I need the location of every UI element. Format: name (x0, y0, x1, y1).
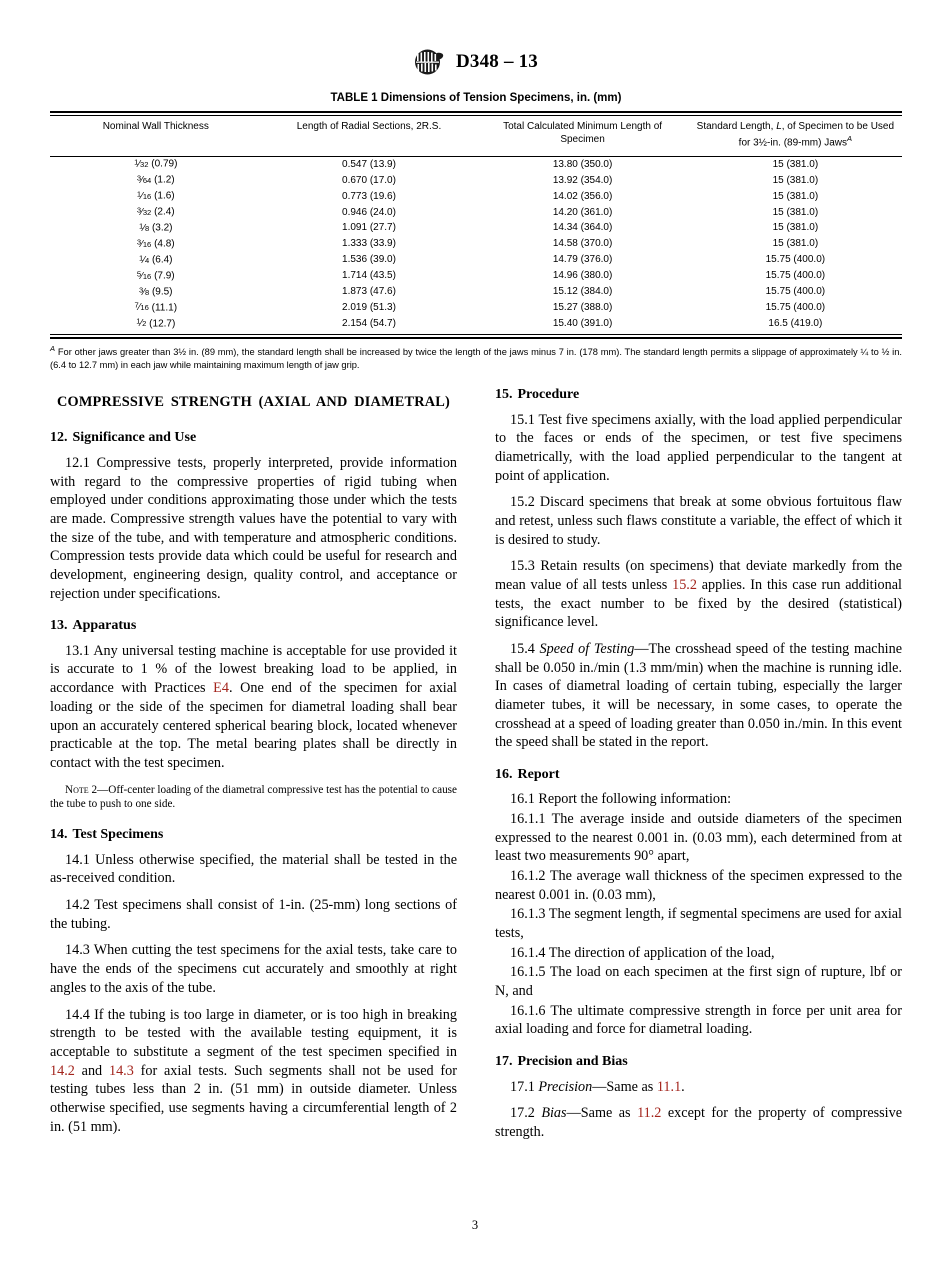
section-number-15: 15. (495, 387, 513, 402)
table-row (50, 316, 902, 333)
cell-radial: 1.333 (33.9) (342, 238, 396, 250)
paragraph-16-1-4 (495, 944, 902, 963)
paragraph-text-16-1-3: The segment length, if segmental specimens are used for axial tests, (495, 906, 902, 942)
cell-standard: 15.75 (400.0) (765, 254, 826, 266)
paragraph-label-16-1-6: 16.1.6 (510, 1002, 546, 1019)
cell-standard: 15 (381.0) (772, 158, 819, 170)
paragraph-text-14-2: Test specimens shall consist of 1-in. (25-mm) long sections of the tubing. (50, 897, 458, 932)
paragraph-label-16-1: 16.1 (510, 791, 535, 808)
paragraph-text-14-4-a: If the tubing is too large in diameter, or is too high in breaking strength to be tested with the available testing equipment, it is acceptable to substitute a segment of the test specimen specified in (50, 1006, 457, 1060)
cell-standard: 16.5 (419.0) (768, 318, 823, 329)
cell-nominal: $^7$⁄16 (11.1) (134, 300, 178, 314)
paragraph-label-16-1-4: 16.1.4 (510, 944, 546, 961)
paragraph-15-3 (495, 557, 902, 632)
cell-total: 15.12 (384.0) (552, 286, 613, 298)
column-header-nominal-wall-thickness: Nominal Wall Thickness (50, 116, 262, 157)
table-row (50, 189, 902, 205)
paragraph-text-16-1-2: The average wall thickness of the specimen expressed to the nearest 0.001 in. (0.03 mm), (495, 868, 903, 903)
paragraph-text-16-1-5: The load on each specimen at the first sign of rupture, lbf or N, and (495, 964, 902, 1000)
cell-radial: 1.714 (43.5) (342, 270, 396, 282)
cell-total: 14.20 (361.0) (552, 206, 613, 218)
paragraph-text-15-2: Discard specimens that break at some obvious fortuitous flaw and retest, unless such flaws constitute a variable, the effect of which it is desired to study. (495, 494, 903, 548)
paragraph-text-13-1-a: Any universal testing machine is acceptable for use provided it is accurate to 1 % of the lowest breaking load to be applied, in accordance with Practices (50, 642, 458, 697)
fraction: $^3$⁄64 (136, 173, 152, 187)
fraction: $^3$⁄8 (139, 284, 150, 298)
paragraph-label-15-1: 15.1 (510, 411, 535, 428)
cell-radial: 0.773 (19.6) (342, 190, 396, 202)
paragraph-17-2 (495, 1104, 902, 1141)
fraction: $^3$⁄32 (136, 205, 152, 218)
table-row (50, 252, 902, 268)
cell-total: 14.79 (376.0) (552, 254, 613, 266)
paragraph-15-2 (495, 493, 902, 549)
paragraph-text-17-2-b: except for the property of compressive strength. (495, 1105, 903, 1140)
paragraph-text-16-1-4: The direction of application of the load, (548, 944, 775, 961)
two-column-body (50, 386, 902, 1150)
paragraph-italic-17-1: Precision (538, 1078, 593, 1095)
cell-nominal: $^3$⁄64 (1.2) (136, 173, 175, 187)
note-label: Note (65, 783, 89, 796)
paragraph-label-14-1: 14.1 (65, 851, 90, 868)
document-header (0, 48, 950, 76)
xref-e4[interactable]: E4 (213, 680, 229, 697)
paragraph-label-15-4: 15.4 (510, 640, 535, 657)
cell-standard: 15 (381.0) (772, 190, 819, 202)
section-title-15: Procedure (517, 387, 580, 402)
fraction: $^1$⁄4 (139, 252, 150, 266)
note-2 (50, 783, 457, 813)
cell-nominal: $^3$⁄32 (2.4) (136, 205, 175, 218)
column-header-standard-length (689, 116, 902, 157)
cell-radial: 0.946 (24.0) (342, 206, 396, 218)
cell-standard: 15 (381.0) (772, 222, 819, 234)
paragraph-label-14-3: 14.3 (65, 942, 90, 959)
paragraph-text-13-1-b: . One end of the specimen for axial loading or the side of the specimen for diametral loading shall bear upon an accurately centered spherical bearing block, located whenever practicable at the top. The metal bearing plates shall be directly in contact with the test specimen. (50, 680, 457, 771)
cell-total: 15.27 (388.0) (552, 302, 613, 314)
paragraph-16-1-1 (495, 810, 902, 866)
table-row (50, 268, 902, 284)
section-heading-17 (495, 1053, 902, 1071)
xref-14-2[interactable]: 14.2 (50, 1062, 75, 1079)
column-header-length-radial-sections: Length of Radial Sections, 2R.S. (262, 116, 477, 157)
table-header-row (50, 116, 902, 157)
fraction: $^5$⁄16 (136, 268, 152, 282)
paragraph-text-15-4: —The crosshead speed of the testing machine shall be 0.050 in./min (1.3 mm/min) when the machine is running idle. In cases of diametral loading of certain tubing, especially the larger diameter tubes, it will be necessary, in some cases, to operate the crosshead at a speed of loading greater than 0.050 in./min. In this event the speed shall be stated in the report. (495, 640, 903, 751)
cell-nominal: $^1$⁄32 (0.79) (134, 157, 178, 171)
paragraph-16-1 (495, 790, 902, 809)
section-number-13: 13. (50, 618, 68, 634)
note-number: 2— (91, 783, 109, 796)
xref-14-3[interactable]: 14.3 (108, 1062, 134, 1079)
fraction: $^7$⁄16 (134, 300, 149, 314)
section-heading-15 (495, 386, 902, 404)
cell-nominal: $^3$⁄8 (9.5) (139, 284, 173, 298)
footnote-marker-a: A (847, 133, 853, 143)
cell-total: 14.58 (370.0) (552, 238, 613, 250)
main-section-title: COMPRESSIVE STRENGTH (AXIAL AND DIAMETRAL) (57, 394, 450, 410)
cell-radial: 1.536 (39.0) (342, 254, 396, 266)
paragraph-text-16-1-6: The ultimate compressive strength in force per unit area for axial loading and force for diametral loading. (495, 1002, 902, 1038)
fraction: $^1$⁄2 (136, 316, 147, 330)
section-number-12: 12. (50, 430, 68, 446)
paragraph-label-16-1-2: 16.1.2 (510, 868, 546, 885)
column-header-standard-length-prefix: Standard Length, (696, 121, 777, 132)
paragraph-text-17-1-b: . (681, 1078, 685, 1095)
fraction: $^3$⁄16 (136, 237, 152, 250)
table-row (50, 156, 902, 172)
cell-radial: 1.873 (47.6) (342, 286, 396, 298)
cell-nominal: $^3$⁄16 (4.8) (136, 237, 175, 250)
right-column (495, 386, 902, 1150)
left-column (50, 386, 457, 1150)
column-header-total-calculated-minimum-length: Total Calculated Minimum Length of Specimen (476, 116, 688, 157)
xref-11-1[interactable]: 11.1 (656, 1078, 682, 1095)
paragraph-text-16-1-1: The average inside and outside diameters of the specimen expressed to the nearest 0.001 in. (0.03 mm), each determined from at least two measurements 90° apart, (495, 811, 902, 865)
section-title-12: Significance and Use (72, 430, 197, 446)
table-row (50, 221, 902, 237)
section-title-17: Precision and Bias (517, 1054, 628, 1070)
cell-nominal: $^1$⁄2 (12.7) (136, 316, 176, 330)
paragraph-text-12-1: Compressive tests, properly interpreted, provide information with regard to the compressive properties of rigid tubing when employed under conditions approximating those under which the tests are made. Compressive strength values have the potential to vary with the size of the tube, and with temperature and atmospheric conditions. Compression tests provide data which could be useful for research and development, engineering design, quality control, and acceptance or rejection under specifications. (50, 454, 458, 602)
paragraph-text-15-1: Test five specimens axially, with the load applied perpendicular to the faces or ends of the specimen, or test five specimens diametrically, with the load applied perpendicular to the tangent at point of application. (495, 411, 902, 484)
section-heading-13 (50, 617, 457, 635)
paragraph-16-1-6 (495, 1002, 902, 1039)
paragraph-14-4 (50, 1006, 457, 1137)
paragraph-16-1-2 (495, 867, 902, 904)
paragraph-13-1 (50, 642, 457, 773)
paragraph-label-16-1-1: 16.1.1 (510, 811, 546, 828)
paragraph-16-1-5 (495, 963, 902, 1000)
paragraph-label-15-3: 15.3 (510, 558, 535, 575)
paragraph-14-2 (50, 896, 457, 933)
table-bottom-rule (50, 334, 902, 339)
paragraph-text-14-4-b: and (74, 1062, 109, 1079)
paragraph-15-1 (495, 411, 902, 486)
fraction: $^1$⁄8 (139, 221, 150, 234)
paragraph-label-14-4: 14.4 (65, 1006, 90, 1023)
table-1-container (50, 92, 902, 373)
paragraph-text-15-3-b: applies. In this case run additional tests, the exact number to be fixed by the desired (statistical) significance level. (495, 576, 902, 631)
section-number-17: 17. (495, 1054, 513, 1070)
paragraph-text-14-4-c: for axial tests. Such segments shall not be used for testing tubes less than 2 in. (51 mm) in outside diameter. Unless otherwise specified, use segments having a circumferential length of 2 in. (51 mm). (50, 1062, 457, 1135)
table-body (50, 156, 902, 333)
cell-radial: 0.670 (17.0) (342, 174, 396, 186)
paragraph-text-17-1-a: —Same as (592, 1078, 657, 1095)
section-title-14: Test Specimens (72, 827, 164, 843)
paragraph-text-15-3-a: Retain results (on specimens) that deviate markedly from the mean value of all tests unless (495, 558, 902, 593)
cell-total: 14.96 (380.0) (552, 270, 613, 282)
section-number-14: 14. (50, 827, 68, 843)
fraction: $^1$⁄32 (134, 157, 149, 171)
paragraph-14-3 (50, 941, 457, 997)
paragraph-label-16-1-3: 16.1.3 (510, 906, 546, 923)
cell-standard: 15 (381.0) (772, 174, 819, 186)
page-number: 3 (471, 1218, 479, 1232)
paragraph-15-4 (495, 640, 902, 752)
paragraph-label-14-2: 14.2 (65, 897, 90, 914)
cell-radial: 0.547 (13.9) (342, 158, 396, 170)
cell-standard: 15.75 (400.0) (765, 302, 826, 314)
cell-standard: 15 (381.0) (772, 206, 819, 218)
section-number-16: 16. (495, 766, 513, 782)
cell-standard: 15.75 (400.0) (765, 270, 826, 282)
table-footnote (50, 344, 902, 373)
column-header-standard-length-symbol: L (776, 121, 782, 132)
paragraph-italic-15-4: Speed of Testing (539, 640, 635, 657)
cell-nominal: $^1$⁄4 (6.4) (139, 252, 173, 266)
paragraph-text-14-3: When cutting the test specimens for the axial tests, take care to have the ends of the specimens cut accurately and smoothly at right angles to the axis of the tube. (50, 942, 457, 996)
section-title-13: Apparatus (72, 618, 137, 634)
paragraph-17-1 (495, 1078, 902, 1097)
section-title-16: Report (517, 766, 560, 782)
cell-nominal: $^1$⁄16 (1.6) (136, 189, 175, 202)
paragraph-12-1 (50, 454, 457, 603)
note-text: Off-center loading of the diametral compressive test has the potential to cause the tube to push to one side. (50, 783, 457, 811)
astm-logo-icon (412, 48, 446, 76)
xref-11-2[interactable]: 11.2 (637, 1105, 662, 1122)
dimensions-table (50, 111, 902, 334)
table-row (50, 205, 902, 221)
section-heading-14 (50, 826, 457, 844)
fraction: $^1$⁄16 (136, 189, 152, 202)
document-designation: D348 – 13 (455, 51, 539, 72)
cell-total: 15.40 (391.0) (552, 318, 613, 329)
paragraph-label-12-1: 12.1 (65, 454, 90, 471)
table-row (50, 173, 902, 189)
cell-radial: 2.019 (51.3) (342, 302, 396, 314)
table-row (50, 237, 902, 253)
cell-total: 14.34 (364.0) (552, 222, 613, 234)
cell-total: 14.02 (356.0) (552, 190, 613, 202)
table-footnote-text: For other jaws greater than 3½ in. (89 mm), the standard length shall be increased by twice the length of the jaws minus 7 in. (178 mm). The standard length permits a slippage of approximately ¼ to ½ in. (6.4 to 12.7 mm) in each jaw while maintaining maximum length of jaw grip. (50, 346, 903, 371)
table-row (50, 284, 902, 300)
table-row (50, 300, 902, 316)
column-header-standard-length-suffix: , of Specimen to be Used for 3½-in. (89-mm) Jaws (738, 121, 895, 149)
table-title: TABLE 1 Dimensions of Tension Specimens, in. (mm) (330, 92, 622, 104)
cell-radial: 2.154 (54.7) (342, 318, 396, 329)
cell-total: 13.92 (354.0) (552, 174, 613, 186)
paragraph-text-14-1: Unless otherwise specified, the material shall be tested in the as-received condition. (50, 851, 457, 887)
paragraph-italic-17-2: Bias (541, 1105, 567, 1122)
paragraph-label-17-1: 17.1 (510, 1078, 535, 1095)
paragraph-14-1 (50, 851, 457, 888)
cell-standard: 15 (381.0) (772, 238, 819, 250)
paragraph-label-17-2: 17.2 (510, 1105, 535, 1122)
cell-total: 13.80 (350.0) (552, 158, 613, 170)
cell-radial: 1.091 (27.7) (342, 222, 396, 234)
cell-nominal: $^5$⁄16 (7.9) (136, 268, 175, 282)
xref-15-2[interactable]: 15.2 (672, 576, 697, 593)
section-heading-16 (495, 766, 902, 784)
paragraph-label-13-1: 13.1 (65, 642, 90, 659)
footnote-superscript-a: A (50, 343, 56, 353)
paragraph-16-1-3 (495, 905, 902, 942)
cell-standard: 15.75 (400.0) (765, 286, 826, 298)
cell-nominal: $^1$⁄8 (3.2) (139, 221, 173, 234)
paragraph-label-16-1-5: 16.1.5 (510, 964, 546, 981)
section-heading-12 (50, 429, 457, 447)
paragraph-text-16-1: Report the following information: (538, 791, 732, 808)
paragraph-text-17-2-a: —Same as (566, 1105, 638, 1122)
paragraph-label-15-2: 15.2 (510, 494, 535, 511)
